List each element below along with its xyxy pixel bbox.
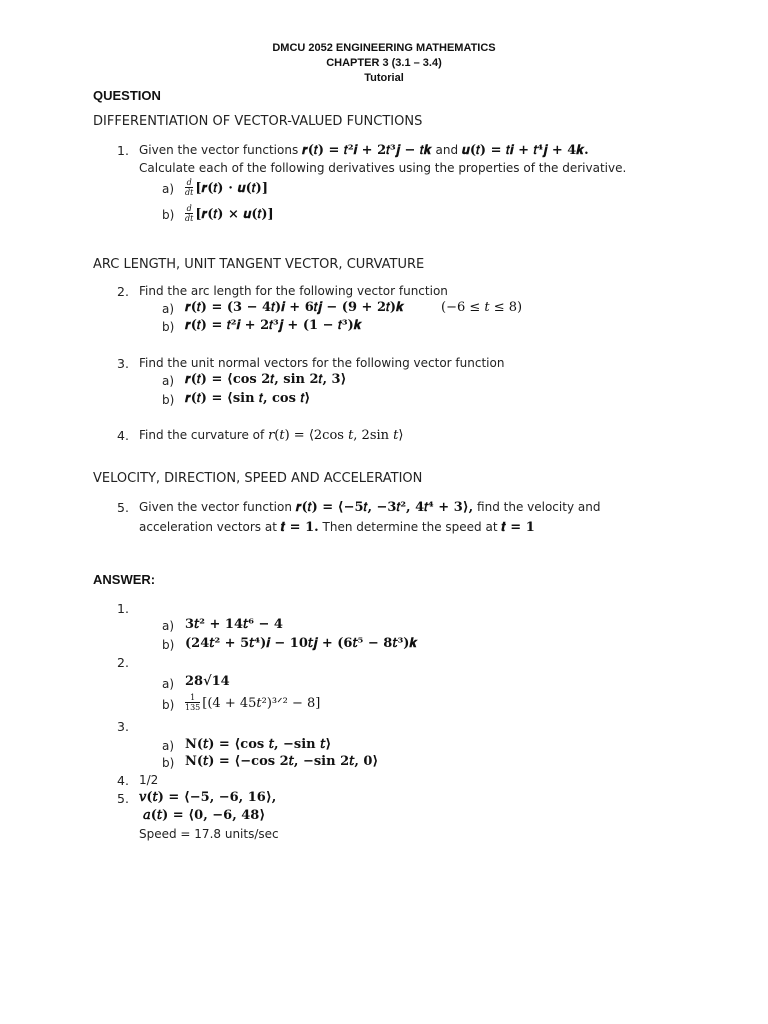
a2-a-label: a) xyxy=(162,677,175,691)
section-velocity: VELOCITY, DIRECTION, SPEED AND ACCELERATION xyxy=(93,471,423,486)
q4-expression: 𝑟(𝑡) = ⟨2cos 𝑡, 2sin 𝑡⟩ xyxy=(268,428,404,443)
q2-text: Find the arc length for the following vector function xyxy=(139,284,448,298)
q1-r-def: 𝒓(𝑡) = 𝑡²𝒊 + 2𝑡³𝒋 − 𝑡𝒌 xyxy=(302,143,432,158)
q4-number: 4. xyxy=(117,428,129,443)
a1-b-label: b) xyxy=(162,638,175,652)
q5-number: 5. xyxy=(117,500,129,515)
a2-b-label: b) xyxy=(162,698,175,712)
q5-line2-text-b: Then determine the speed at xyxy=(322,520,498,534)
q2-a-label: a) xyxy=(162,302,175,316)
q2-a-range: (−6 ≤ 𝑡 ≤ 8) xyxy=(441,300,523,315)
q5-line2-text: acceleration vectors at xyxy=(139,520,277,534)
q1-number: 1. xyxy=(117,143,129,158)
q1-u-def: 𝒖(𝑡) = 𝑡𝒊 + 𝑡⁴𝒋 + 4𝒌. xyxy=(461,143,589,158)
q3-b-expression: 𝒓(𝑡) = ⟨sin 𝑡, cos 𝑡⟩ xyxy=(185,391,311,406)
question-heading: QUESTION xyxy=(93,88,161,103)
q2-b-label: b) xyxy=(162,320,175,334)
a1-a-value: 3𝑡² + 14𝑡⁶ − 4 xyxy=(185,617,283,632)
q5-text-b: find the velocity and xyxy=(477,500,601,514)
q1-text: Given the vector functions xyxy=(139,143,299,157)
a3-number: 3. xyxy=(117,719,129,734)
chapter-title: CHAPTER 3 (3.1 – 3.4) xyxy=(326,57,442,69)
q3-a-expression: 𝒓(𝑡) = ⟨cos 2𝑡, sin 2𝑡, 3⟩ xyxy=(185,372,347,387)
q5-t-value-2: 𝒕 = 𝟏 xyxy=(501,520,535,535)
a3-b-label: b) xyxy=(162,756,175,770)
a2-number: 2. xyxy=(117,655,129,670)
derivative-operator: $\frac{\text{𝑑}}{\text{𝑑𝑡}}$ xyxy=(185,178,194,197)
answer-heading: ANSWER: xyxy=(93,572,156,587)
a1-number: 1. xyxy=(117,601,129,616)
q1-b-label: b) xyxy=(162,208,175,222)
q5-line1 xyxy=(139,500,600,515)
a4-number: 4. xyxy=(117,773,129,788)
a5-speed: Speed = 17.8 units/sec xyxy=(139,827,279,841)
q5-line2 xyxy=(139,520,535,535)
a3-a-value: 𝐍(𝑡) = ⟨cos 𝑡, −sin 𝑡⟩ xyxy=(185,737,332,752)
tutorial-label: Tutorial xyxy=(364,72,404,84)
derivative-operator: $\frac{\text{𝑑}}{\text{𝑑𝑡}}$ xyxy=(185,204,194,223)
a2-a-value: 28√14 xyxy=(185,674,230,689)
a5-acceleration: 𝑎(𝑡) = ⟨0, −6, 48⟩ xyxy=(143,808,266,823)
fraction: $\frac{1}{135}$ xyxy=(185,693,201,712)
a3-b-value: 𝐍(𝑡) = ⟨−cos 2𝑡, −sin 2𝑡, 0⟩ xyxy=(185,754,379,769)
q3-a-label: a) xyxy=(162,374,175,388)
section-differentiation: DIFFERENTIATION OF VECTOR-VALUED FUNCTIONS xyxy=(93,114,423,129)
q2-number: 2. xyxy=(117,284,129,299)
a5-number: 5. xyxy=(117,791,129,806)
q1-line2: Calculate each of the following derivatives using the properties of the derivative. xyxy=(139,161,627,175)
a5-velocity: 𝑣(𝑡) = ⟨−5, −6, 16⟩, xyxy=(139,790,277,805)
a2-b-value: $\frac{1}{135}$ [(4 + 45𝑡²)³ᐟ² − 8] xyxy=(185,693,321,712)
course-title: DMCU 2052 ENGINEERING MATHEMATICS xyxy=(272,42,496,54)
a4-value: 1/2 xyxy=(139,773,159,787)
q3-text: Find the unit normal vectors for the following vector function xyxy=(139,356,505,370)
q1-line1 xyxy=(139,143,589,158)
q3-number: 3. xyxy=(117,356,129,371)
q1-a-label: a) xyxy=(162,182,175,196)
a1-a-label: a) xyxy=(162,619,175,633)
q5-expression: 𝒓(𝑡) = ⟨−5𝑡, −3𝑡², 4𝑡⁴ + 3⟩, xyxy=(295,500,474,515)
q2-a-expression: 𝒓(𝑡) = (3 − 4𝑡)𝒊 + 6𝑡𝒋 − (9 + 2𝑡)𝒌 xyxy=(185,300,404,315)
q1-a-expression: $\frac{\text{𝑑}}{\text{𝑑𝑡}}$ [𝒓(𝑡) ⋅ 𝒖(𝑡)] xyxy=(185,178,268,197)
q4-line xyxy=(139,428,403,443)
q1-and: and xyxy=(435,143,459,157)
q1-b-expression: $\frac{\text{𝑑}}{\text{𝑑𝑡}}$ [𝒓(𝑡) × 𝒖(𝑡)] xyxy=(185,204,274,223)
q3-b-label: b) xyxy=(162,393,175,407)
q5-t-value: 𝒕 = 𝟏. xyxy=(280,520,319,535)
q4-text: Find the curvature of xyxy=(139,428,265,442)
a1-b-value: (24𝑡² + 5𝑡⁴)𝒊 − 10𝑡𝒋 + (6𝑡⁵ − 8𝑡³)𝒌 xyxy=(185,636,418,651)
q5-text: Given the vector function xyxy=(139,500,292,514)
section-arc-length: ARC LENGTH, UNIT TANGENT VECTOR, CURVATURE xyxy=(93,257,425,272)
a3-a-label: a) xyxy=(162,739,175,753)
q2-b-expression: 𝒓(𝑡) = 𝑡²𝒊 + 2𝑡³𝒋 + (1 − 𝑡³)𝒌 xyxy=(185,318,362,333)
